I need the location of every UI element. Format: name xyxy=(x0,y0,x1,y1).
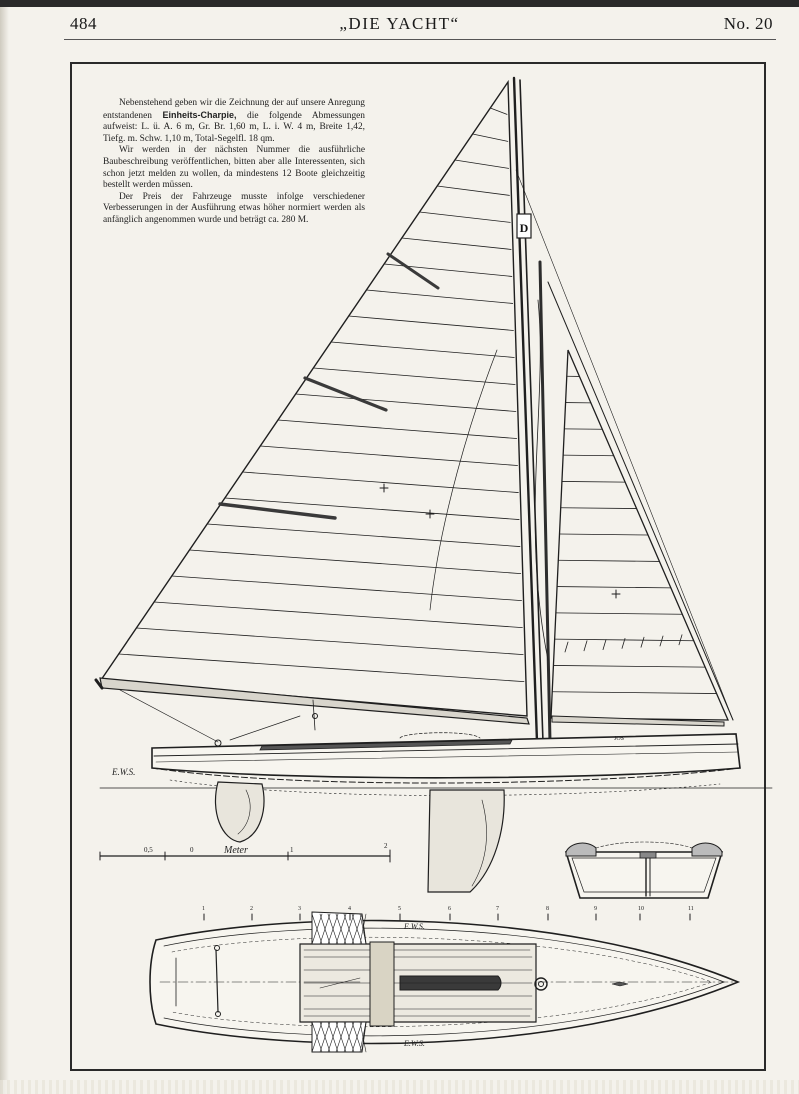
reef-point xyxy=(660,636,663,646)
sail-mark-cross xyxy=(426,510,434,518)
reef-point xyxy=(584,641,587,651)
thwart xyxy=(370,942,394,1026)
seam-line xyxy=(172,576,522,601)
batten-upper xyxy=(388,254,438,288)
batten-middle xyxy=(305,378,386,410)
seam-line xyxy=(119,654,524,682)
cockpit-hatch-outline xyxy=(400,733,480,738)
jib-boom xyxy=(552,716,724,726)
boat-type-name: Einheits-Charpie, xyxy=(162,109,237,120)
seam-line xyxy=(243,472,519,493)
station-number: 6 xyxy=(448,906,451,912)
seam-line xyxy=(563,455,614,456)
sail-mark-cross xyxy=(612,590,620,598)
seam-line xyxy=(558,560,659,561)
side-deck-left xyxy=(566,843,596,856)
deck-plan xyxy=(150,906,738,1052)
seam-line xyxy=(154,602,522,628)
jib-panel-seams xyxy=(552,376,716,693)
intro-paragraph-2: Wir werden in der nächsten Nummer die ausführliche Baubeschreibung veröffentlichen, bitten aber alle Interessenten, sich schon jetzt melden zu wollen, da mindestens 12 Boote gleichzeitig bestellt werden müssen. xyxy=(103,145,365,191)
mainsheet-line xyxy=(120,690,218,742)
deck-mark: E.W.S. xyxy=(404,922,425,931)
seam-line xyxy=(562,481,625,482)
reef-point xyxy=(565,642,568,652)
batten-lower xyxy=(220,504,335,518)
station-number: 2 xyxy=(250,906,253,912)
seam-line xyxy=(490,108,507,114)
seam-line xyxy=(366,290,512,303)
seam-line xyxy=(552,692,716,694)
station-number: 3 xyxy=(298,906,301,912)
seam-line xyxy=(455,160,509,168)
seam-line xyxy=(420,212,511,222)
intro-p1-end: die folgende Abmessungen aufweist: L. ü. A. 6 m, Gr. Br. 1,60 m, L. i. W. 4 m, Breite 1,42, Tiefg. m. Schw. 1,10 m, Total-Segelfl. 18 qm. xyxy=(103,110,365,144)
burgee-mark: D xyxy=(519,221,529,235)
designer-signature: E.W.S. xyxy=(112,767,136,777)
seam-line xyxy=(402,238,511,249)
seam-line xyxy=(296,394,516,412)
page-number: 484 xyxy=(70,14,97,33)
bow-mark: JOS xyxy=(614,736,625,742)
reef-point xyxy=(641,637,644,647)
hull-profile xyxy=(152,733,740,778)
scale-tick-label: 0,5 xyxy=(144,846,153,854)
reef-point xyxy=(679,635,682,645)
mainsail-panel-seams xyxy=(119,108,524,682)
station-number: 4 xyxy=(348,906,351,912)
seam-line xyxy=(561,508,637,509)
mainsheet-line xyxy=(230,716,300,740)
sail-mark-cross xyxy=(380,484,388,492)
magazine-title: „DIE YACHT“ xyxy=(339,14,460,33)
side-bench-starboard xyxy=(312,1022,366,1052)
seam-line xyxy=(473,134,508,141)
seam-line xyxy=(189,550,520,574)
station-number: 8 xyxy=(546,906,549,912)
station-number: 10 xyxy=(638,906,644,912)
issue-number: No. 20 xyxy=(723,14,773,33)
seam-line xyxy=(560,534,649,535)
station-number: 5 xyxy=(398,906,401,912)
jib-reef-points xyxy=(565,635,682,652)
deck-mark: E.W.S. xyxy=(404,1039,425,1048)
station-marks xyxy=(202,906,694,920)
seam-line xyxy=(557,587,671,588)
seam-line xyxy=(556,613,682,614)
scale-tick-label: 2 xyxy=(384,842,388,850)
sheet-block xyxy=(313,714,318,719)
scale-tick-label: 0 xyxy=(190,846,194,854)
station-number: 11 xyxy=(688,906,694,912)
seam-line xyxy=(136,628,523,655)
seam-line xyxy=(278,420,517,439)
seam-line xyxy=(207,524,520,547)
cross-section xyxy=(566,842,722,898)
seam-line xyxy=(349,316,514,330)
seam-line xyxy=(437,186,509,195)
jib xyxy=(551,350,728,720)
station-number: 7 xyxy=(496,906,499,912)
seam-line xyxy=(553,665,705,667)
scale-unit-label: Meter xyxy=(224,845,248,856)
sheet-block xyxy=(215,740,221,746)
side-deck-right xyxy=(692,843,722,856)
centreboard xyxy=(428,790,504,892)
intro-paragraph-3: Der Preis der Fahrzeuge musste infolge verschiedener Verbesserungen in der Ausführung etwas höher normiert werden als anfänglich angenommen wurde und beträgt ca. 280 M. xyxy=(103,191,365,225)
seam-line xyxy=(331,342,514,357)
scan-bottom-border xyxy=(0,1080,799,1094)
burgee-flag xyxy=(517,214,531,238)
station-number: 1 xyxy=(202,906,205,912)
rudder xyxy=(215,782,263,842)
seam-line xyxy=(260,446,517,466)
station-number: 9 xyxy=(594,906,597,912)
scale-bar xyxy=(100,842,390,862)
reef-point xyxy=(603,640,606,650)
mainsail xyxy=(101,82,527,716)
scale-tick-label: 1 xyxy=(290,846,294,854)
intro-p1-start: Nebenstehend geben wir die Zeichnung der auf unsere Anregung entstandenen xyxy=(103,98,365,121)
